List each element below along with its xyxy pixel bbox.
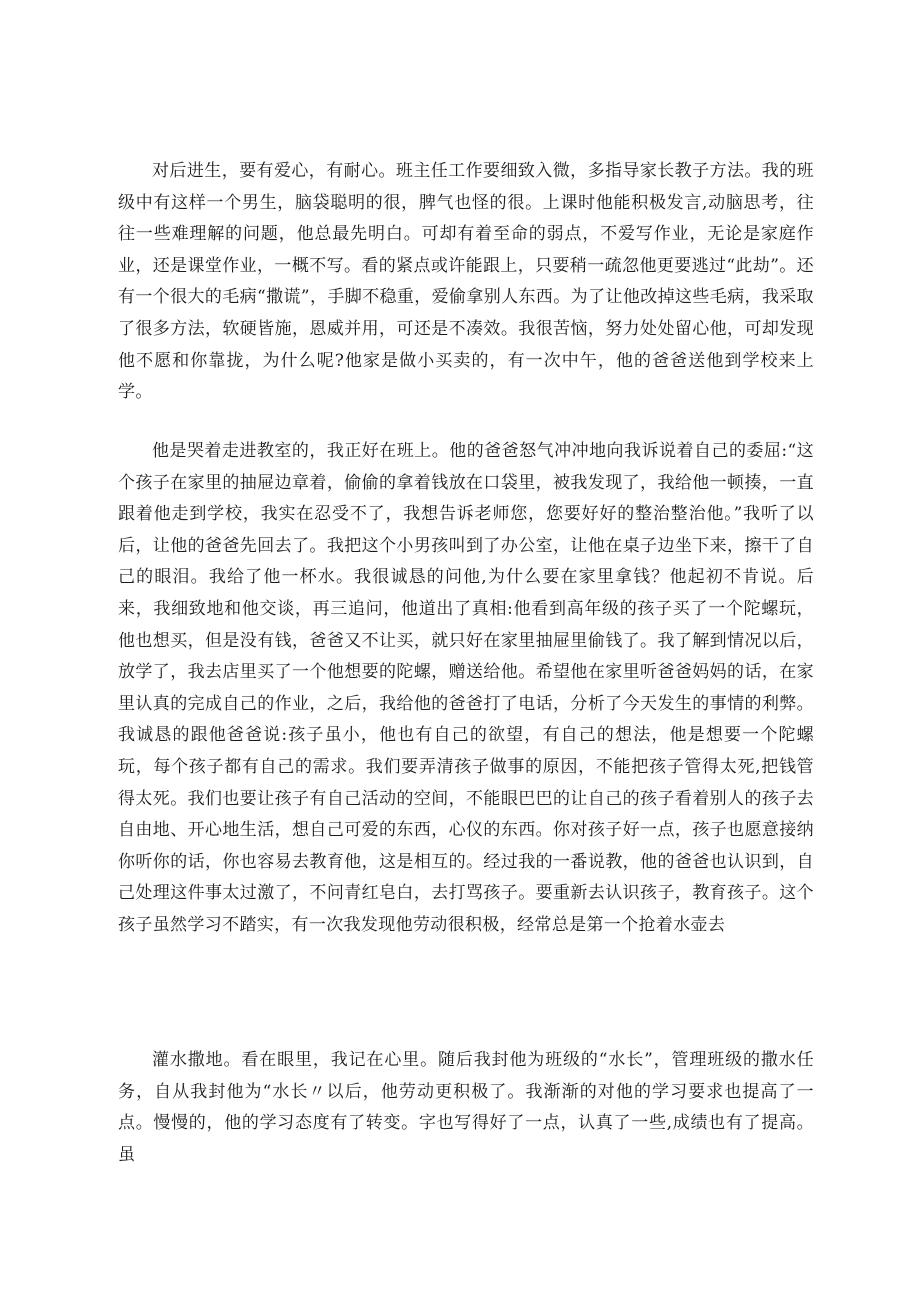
paragraph-3: 灌水撒地。看在眼里，我记在心里。随后我封他为班级的“水长”，管理班级的撒水任务，自从我封他为“水长〃以后，他劳动更积极了。我渐渐的对他的学习要求也提高了一点。慢慢的，他的学习态度有了转变。字也写得好了一点，认真了一些,成绩也有了提高。虽 xyxy=(118,1050,814,1165)
paragraph-1: 对后进生，要有爱心，有耐心。班主任工作要细致入微，多指导家长教子方法。我的班级中有这样一个男生，脑袋聪明的很，脾气也怪的很。上课时他能积极发言,动脑思考，往往一些难理解的问题，他总最先明白。可却有着至命的弱点，不爱写作业，无论是家庭作业，还是课堂作业，一概不写。看的紧点或许能跟上，只要稍一疏忽他更要逃过“此劫”。还有一个很大的毛病“撒谎”，手脚不稳重，爱偷拿别人东西。为了让他改掉这些毛病，我采取了很多方法，软硬皆施，恩威并用，可还是不凑效。我很苦恼，努力处处留心他，可却发现他不愿和你靠拢，为什么呢?他家是做小买卖的，有一次中午，他的爸爸送他到学校来上学。 xyxy=(118,161,814,403)
paragraph-2: 他是哭着走进教室的，我正好在班上。他的爸爸怒气冲冲地向我诉说着自己的委屈:“这个孩子在家里的抽屉边章着，偷偷的拿着钱放在口袋里，被我发现了，我给他一顿揍，一直跟着他走到学校，我实在忍受不了，我想告诉老师您，您要好好的整治整治他。”我听了以后，让他的爸爸先回去了。我把这个小男孩叫到了办公室，让他在桌子边坐下来，擦干了自己的眼泪。我给了他一杯水。我很诚恳的问他,为什么要在家里拿钱？他起初不肯说。后来，我细致地和他交谈，再三追问，他道出了真相:他看到高年级的孩子买了一个陀螺玩，他也想买，但是没有钱，爸爸又不让买，就只好在家里抽屉里偷钱了。我了解到情况以后，放学了，我去店里买了一个他想要的陀螺，赠送给他。希望他在家里听爸爸妈妈的话，在家里认真的完成自己的作业，之后，我给他的爸爸打了电话，分析了今天发生的事情的利弊。我诚恳的跟他爸爸说:孩子虽小，他也有自己的欲望，有自己的想法，他是想要一个陀螺玩，每个孩子都有自己的需求。我们要弄清孩子做事的原因，不能把孩子管得太死,把钱管得太死。我们也要让孩子有自己活动的空间，不能眼巴巴的让自己的孩子看着别人的孩子去自由地、开心地生活，想自己可爱的东西，心仪的东西。你对孩子好一点，孩子也愿意接纳你听你的话，你也容易去教育他，这是相互的。经过我的一番说教，他的爸爸也认识到，自己处理这件事太过激了，不问青红皂白，去打骂孩子。要重新去认识孩子，教育孩子。这个孩子虽然学习不踏实，有一次我发现他劳动很积极，经常总是第一个抢着水壶去 xyxy=(118,441,814,935)
